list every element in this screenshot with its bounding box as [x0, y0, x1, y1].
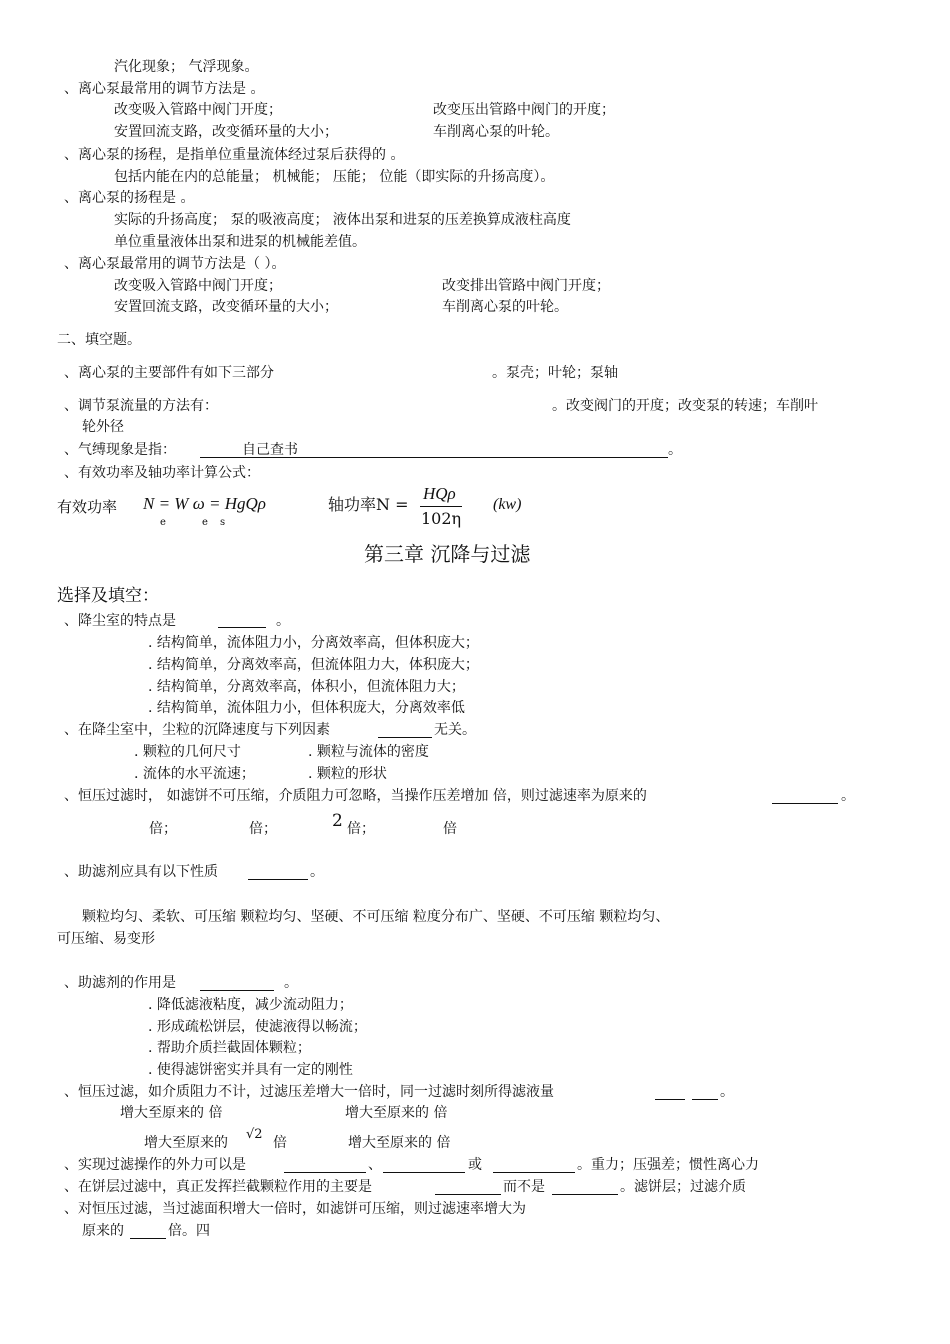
- question-line: 、降尘室的特点是: [64, 613, 176, 629]
- option-line: . 结构简单，分离效率高，体积小，但流体阻力大；: [148, 679, 465, 695]
- option-line: 增大至原来的 倍: [348, 1135, 451, 1151]
- question-line: 、离心泵的扬程，是指单位重量流体经过泵后获得的 。: [64, 147, 405, 163]
- option-line: 颗粒均匀、柔软、可压缩 颗粒均匀、坚硬、不可压缩 粒度分布广、坚硬、不可压缩 颗粒均匀、: [82, 909, 670, 925]
- blank-underline: [378, 737, 432, 738]
- option-line: 倍: [443, 821, 457, 837]
- blank-underline: [435, 1194, 501, 1195]
- answer-text: 。滤饼层；过滤介质: [620, 1179, 746, 1195]
- blank-underline: [248, 879, 308, 880]
- question-line: 、有效功率及轴功率计算公式：: [64, 465, 260, 481]
- blank-underline: [772, 803, 838, 804]
- option-line: . 颗粒的几何尺寸: [134, 744, 241, 760]
- answer-text: 。重力；压强差；惯性离心力: [577, 1157, 759, 1173]
- answer-text: 。改变阀门的开度；改变泵的转速；车削叶: [552, 398, 818, 414]
- blank-underline: [493, 1172, 575, 1173]
- punctuation: 。: [720, 1084, 734, 1100]
- option-line: 单位重量液体出泵和进泵的机械能差值。: [114, 234, 366, 250]
- question-line: 、助滤剂应具有以下性质: [64, 864, 218, 880]
- option-line: 倍；: [149, 821, 177, 837]
- answer-text: 。泵壳；叶轮；泵轴: [492, 365, 618, 381]
- option-line: . 结构简单，流体阻力小，但体积庞大，分离效率低: [148, 700, 465, 716]
- option-line: 汽化现象； 气浮现象。: [114, 59, 259, 75]
- question-line: 、恒压过滤时， 如滤饼不可压缩，介质阻力可忽略，当操作压差增加 倍，则过滤速率为原来的: [64, 788, 647, 804]
- option-line: 倍；: [347, 821, 375, 837]
- blank-underline: [200, 457, 668, 458]
- option-line: 改变排出管路中阀门开度；: [442, 278, 610, 294]
- question-line: 、对恒压过滤，当过滤面积增大一倍时，如滤饼可压缩，则过滤速率增大为: [64, 1201, 526, 1217]
- question-line: 、在降尘室中，尘粒的沉降速度与下列因素: [64, 722, 330, 738]
- blank-underline: [552, 1194, 618, 1195]
- section-heading: 选择及填空：: [57, 586, 159, 606]
- option-number: 2: [332, 811, 343, 831]
- formula-label: 轴功率N =: [328, 495, 409, 514]
- option-line: 安置回流支路，改变循环量的大小；: [114, 124, 338, 140]
- option-line: 倍: [273, 1135, 287, 1151]
- blank-underline: [692, 1099, 718, 1100]
- option-line: 车削离心泵的叶轮。: [442, 299, 568, 315]
- question-line: 无关。: [434, 722, 476, 738]
- option-line: . 结构简单，分离效率高，但流体阻力大，体积庞大；: [148, 657, 479, 673]
- option-line: . 颗粒的形状: [308, 766, 387, 782]
- question-line: 或: [468, 1157, 482, 1173]
- question-line: 、离心泵的主要部件有如下三部分: [64, 365, 274, 381]
- unit-label: (kw): [493, 496, 522, 513]
- fraction-denominator: 102η: [421, 509, 462, 528]
- option-line: 改变吸入管路中阀门开度；: [114, 278, 282, 294]
- blank-underline: [284, 1172, 366, 1173]
- option-line: 改变吸入管路中阀门开度；: [114, 102, 282, 118]
- punctuation: 。: [668, 442, 682, 458]
- option-line: . 颗粒与流体的密度: [308, 744, 429, 760]
- option-line: 增大至原来的 倍: [120, 1105, 223, 1121]
- blank-underline: [218, 627, 266, 628]
- question-line: 原来的: [82, 1223, 124, 1239]
- question-line: 、在饼层过滤中，真正发挥拦截颗粒作用的主要是: [64, 1179, 372, 1195]
- punctuation: 。: [310, 864, 324, 880]
- punctuation: 。: [276, 613, 290, 629]
- question-line: 、实现过滤操作的外力可以是: [64, 1157, 246, 1173]
- blank-underline: [655, 1099, 685, 1100]
- option-line: 增大至原来的 倍: [345, 1105, 448, 1121]
- question-line: 、离心泵的扬程是 。: [64, 190, 195, 206]
- option-line: . 流体的水平流速；: [134, 766, 255, 782]
- chapter-title: 第三章 沉降与过滤: [364, 542, 531, 566]
- subscript: e: [202, 517, 208, 528]
- section-heading: 二、填空题。: [57, 332, 141, 348]
- option-line: 可压缩、易变形: [57, 931, 155, 947]
- option-line: 改变压出管路中阀门的开度；: [433, 102, 615, 118]
- power-formula: N = W ω = HgQρ: [143, 494, 266, 513]
- answer-text: 轮外径: [82, 419, 124, 435]
- fraction-bar: [420, 506, 462, 507]
- option-line: . 帮助介质拦截固体颗粒；: [148, 1040, 311, 1056]
- question-line: 、离心泵最常用的调节方法是 。: [64, 81, 265, 97]
- option-line: 车削离心泵的叶轮。: [433, 124, 559, 140]
- blank-underline: [200, 990, 274, 991]
- option-line: 增大至原来的: [144, 1135, 228, 1151]
- question-line: 、离心泵最常用的调节方法是（ ）。: [64, 256, 286, 272]
- subscript: s: [220, 517, 226, 528]
- question-line: 、恒压过滤，如介质阻力不计，过滤压差增大一倍时，同一过滤时刻所得滤液量: [64, 1084, 554, 1100]
- fraction-numerator: HQρ: [423, 484, 456, 503]
- formula-label: 有效功率: [57, 498, 118, 516]
- option-line: 安置回流支路，改变循环量的大小；: [114, 299, 338, 315]
- question-line: 而不是: [503, 1179, 545, 1195]
- option-line: 实际的升扬高度； 泵的吸液高度； 液体出泵和进泵的压差换算成液柱高度: [114, 212, 571, 228]
- option-line: 包括内能在内的总能量； 机械能； 压能； 位能（即实际的升扬高度）。: [114, 169, 555, 185]
- option-line: . 结构简单，流体阻力小，分离效率高，但体积庞大；: [148, 635, 479, 651]
- punctuation: 。: [841, 788, 855, 804]
- question-line: 、气缚现象是指：: [64, 442, 176, 458]
- answer-text: 自己查书: [242, 442, 298, 458]
- blank-underline: [130, 1238, 166, 1239]
- question-line: 、: [368, 1157, 382, 1173]
- option-line: . 降低滤液粘度，减少流动阻力；: [148, 997, 353, 1013]
- question-line: 、调节泵流量的方法有：: [64, 398, 218, 414]
- option-line: . 形成疏松饼层，使滤液得以畅流；: [148, 1019, 367, 1035]
- blank-underline: [383, 1172, 465, 1173]
- question-line: 、助滤剂的作用是: [64, 975, 176, 991]
- answer-text: 倍。四: [168, 1223, 210, 1239]
- punctuation: 。: [284, 975, 298, 991]
- sqrt-two: √2: [246, 1127, 263, 1142]
- subscript: e: [160, 517, 166, 528]
- option-line: 倍；: [249, 821, 277, 837]
- option-line: . 使得滤饼密实并具有一定的刚性: [148, 1062, 353, 1078]
